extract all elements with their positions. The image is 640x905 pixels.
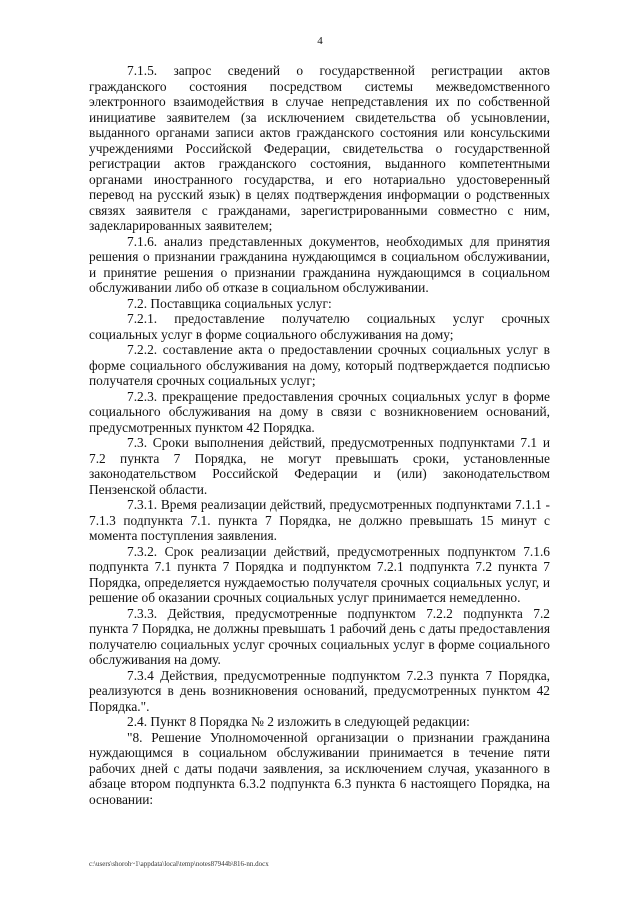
paragraph-7-2-1: 7.2.1. предоставление получателю социальных услуг срочных социальных услуг в форме социального обслуживания на дому; <box>89 311 550 342</box>
paragraph-2-4: 2.4. Пункт 8 Порядка № 2 изложить в следующей редакции: <box>127 714 470 729</box>
paragraph-7-2-2: 7.2.2. составление акта о предоставлении срочных социальных услуг в форме социального обслуживания на дому, который подтверждается подписью получателя срочных социальных услуг; <box>89 342 550 388</box>
paragraph-7-3-3: 7.3.3. Действия, предусмотренные подпунктом 7.2.2 подпункта 7.2 пункта 7 Порядка, не должны превышать 1 рабочий день с даты предоставления получателю социальных услуг срочных социальных услуг в форме социального обслуживания на дому. <box>89 605 550 667</box>
paragraph-7-3-4: 7.3.4 Действия, предусмотренные подпунктом 7.2.3 пункта 7 Порядка, реализуются в день возникновения оснований, предусмотренных пунктом 42 Порядка.". <box>89 667 550 714</box>
document-body <box>89 63 550 807</box>
paragraph-7-2: 7.2. Поставщика социальных услуг: <box>127 295 332 311</box>
paragraph-7-3-1: 7.3.1. Время реализации действий, предусмотренных подпунктами 7.1.1 - 7.1.3 подпункта 7.1. пункта 7 Порядка, не должно превышать 15 минут с момента поступления заявления. <box>89 497 550 543</box>
paragraph-7-3-2: 7.3.2. Срок реализации действий, предусмотренных подпунктом 7.1.6 подпункта 7.1 пункта 7 Порядка и подпунктом 7.2.1 подпункта 7.2 пункта 7 Порядка, определяется нуждаемостью получателя срочных социальных услуг, и решение об оказании срочных социальных услуг принимается немедленно. <box>89 543 550 605</box>
paragraph-7-1-5: 7.1.5. запрос сведений о государственной регистрации актов гражданского состояния посредством системы межведомственного электронного взаимодействия в случае непредставления их по собственной инициативе заявителем (за исключением свидетельства об усыновлении, выданного органами записи актов гражданского состояния или консульскими учреждениями Российской Федерации, свидетельства о государственной регистрации актов гражданского состояния, выданного компетентными органами иностранного государства, и его нотариально удостоверенный перевод на русский язык) в целях подтверждения информации о родственных связях заявителя с гражданами, зарегистрированными совместно с ним, задекларированных заявителем; <box>89 63 550 233</box>
paragraph-7-2-3: 7.2.3. прекращение предоставления срочных социальных услуг в форме социального обслуживания на дому в связи с возникновением оснований, предусмотренных пунктом 42 Порядка. <box>89 388 550 435</box>
page-number: 4 <box>317 35 323 47</box>
paragraph-7-3: 7.3. Сроки выполнения действий, предусмотренных подпунктами 7.1 и 7.2 пункта 7 Порядка, не могут превышать сроки, установленные законодательством Российской Федерации и (или) законодательством Пензенской области. <box>89 435 550 497</box>
paragraph-8: "8. Решение Уполномоченной организации о признании гражданина нуждающимся в социальном обслуживании принимается в течение пяти рабочих дней с даты подачи заявления, за исключением случая, указанного в абзаце втором подпункта 6.3.2 подпункта 6.3 пункта 6 настоящего Порядка, на основании: <box>89 729 550 807</box>
paragraph-7-1-6: 7.1.6. анализ представленных документов, необходимых для принятия решения о признании гражданина нуждающимся в социальном обслуживании, и принятие решения о признании гражданина нуждающимся в социальном обслуживании либо об отказе в социальном обслуживании. <box>89 233 550 295</box>
file-path-footer: c:\users\shoroh~1\appdata\local\temp\notes87944b\816-nn.docx <box>89 860 269 868</box>
